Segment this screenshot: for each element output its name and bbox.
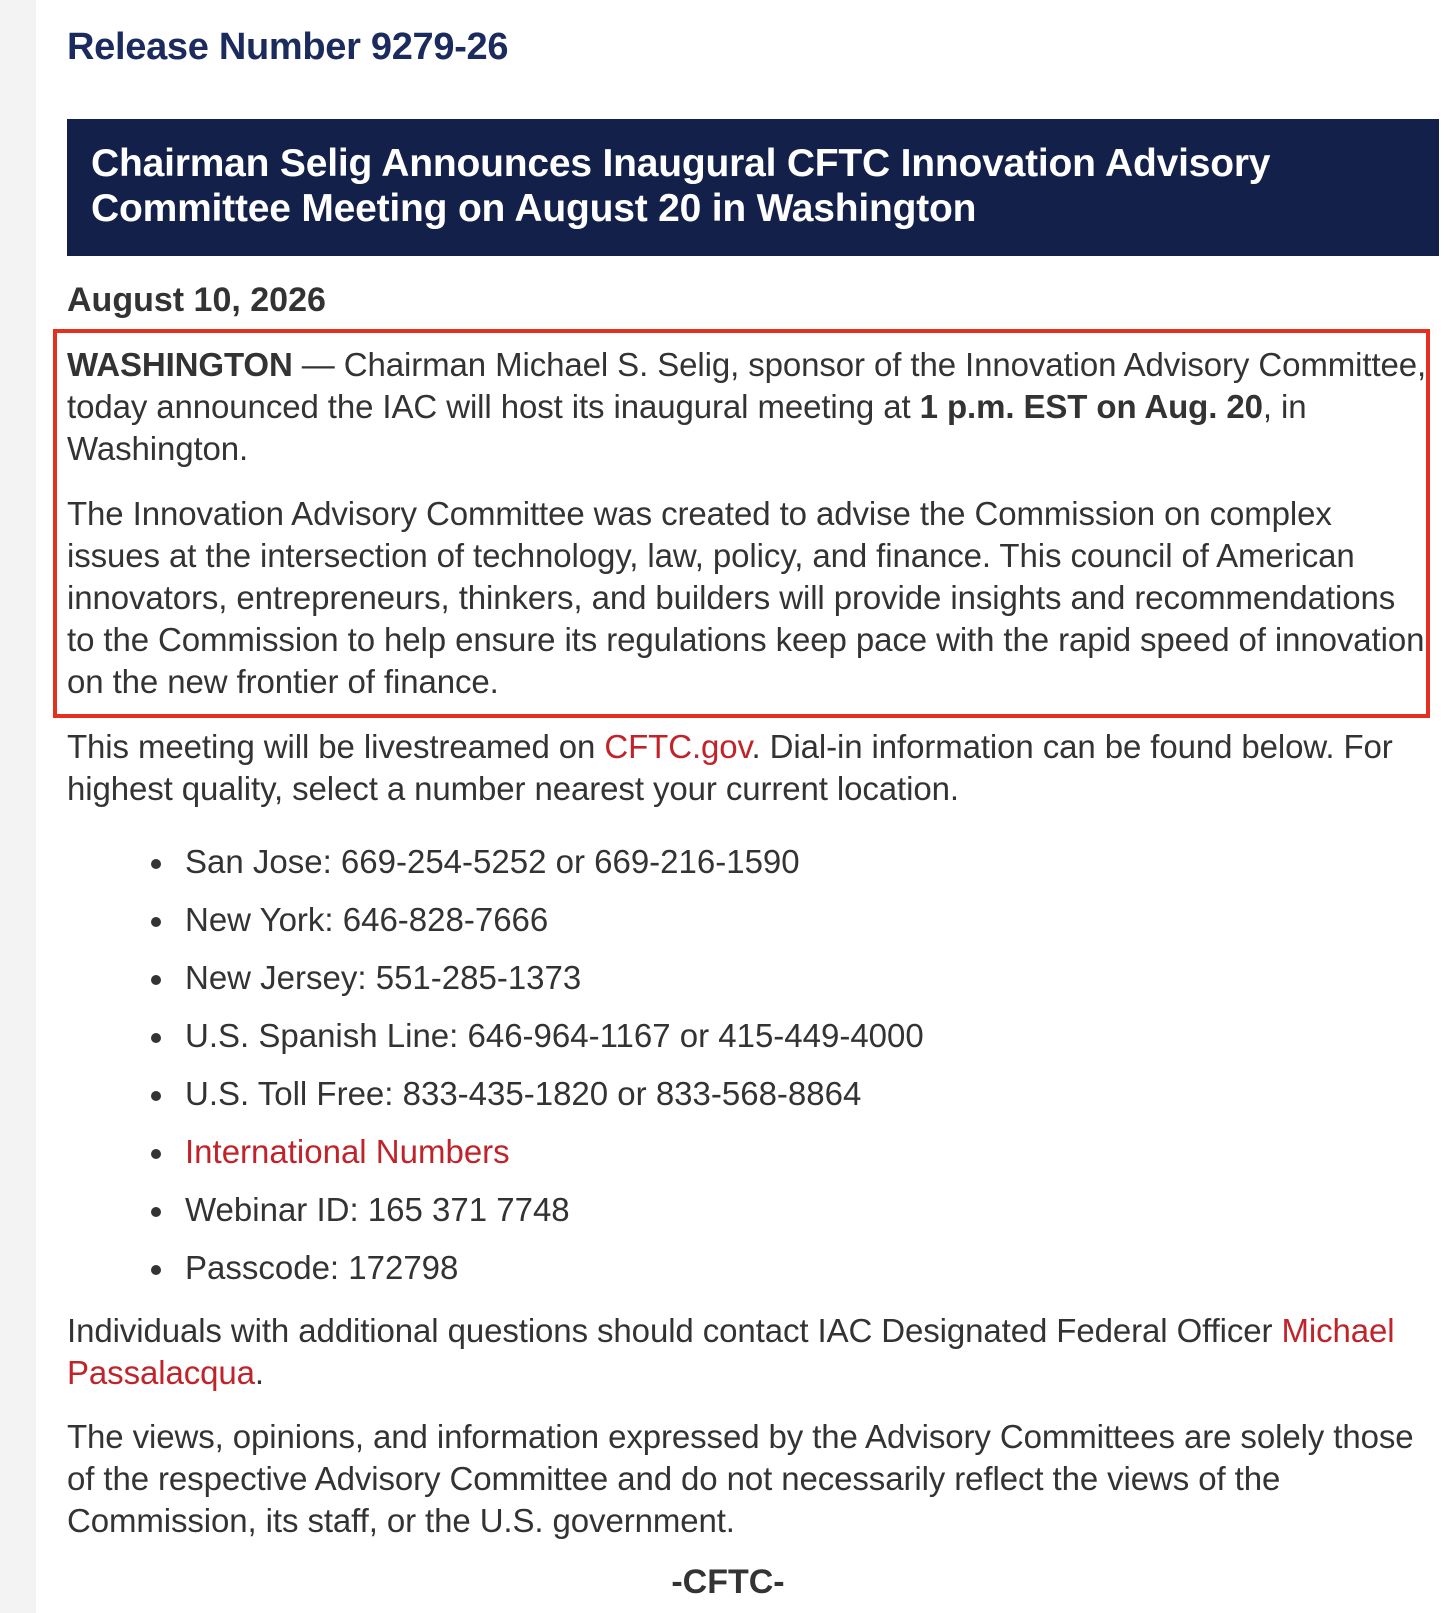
press-release-page [36, 0, 1456, 1613]
contact-text: Individuals with additional questions should contact IAC Designated Federal Officer [67, 1312, 1282, 1349]
dial-in-item [67, 833, 1427, 891]
headline: Chairman Selig Announces Inaugural CFTC Innovation Advisory Committee Meeting on August 20 in Washington [91, 142, 1271, 230]
livestream-text-end: . Dial-in information can be found below. For highest quality, select a number nearest your current location. [67, 728, 1393, 807]
about-paragraph: The Innovation Advisory Committee was created to advise the Commission on complex issues at the intersection of technology, law, policy, and finance. This council of American innovators, entrepreneurs, thinkers, and builders will provide insights and recommendations to the Commission to help ensure its regulations keep pace with the rapid speed of innovation on the new frontier of finance. [67, 495, 1425, 700]
contact-paragraph [67, 1310, 1427, 1394]
dial-in-text: San Jose: 669-254-5252 or 669-216-1590 [185, 843, 800, 880]
contact-officer-link[interactable]: Michael Passalacqua [67, 1312, 1395, 1391]
disclaimer-paragraph: The views, opinions, and information expressed by the Advisory Committees are solely those of the respective Advisory Committee and do not necessarily reflect the views of the Commission, its staff, or the U.S. government. [67, 1418, 1414, 1539]
headline-banner [67, 119, 1439, 256]
bullet-icon [151, 917, 161, 927]
bullet-icon [151, 975, 161, 985]
bullet-icon [151, 859, 161, 869]
bullet-icon [151, 1149, 161, 1159]
intro-paragraph [67, 344, 1427, 470]
dial-in-item [67, 949, 1427, 1007]
dateline-dash: — [292, 346, 344, 383]
dial-in-text: New Jersey: 551-285-1373 [185, 959, 582, 996]
dial-in-text: Webinar ID: 165 371 7748 [185, 1191, 570, 1228]
footer-mark: -CFTC- [671, 1563, 785, 1601]
contact-text-end: . [254, 1354, 264, 1391]
dial-in-text: U.S. Spanish Line: 646-964-1167 or 415-449-4000 [185, 1017, 924, 1054]
dial-in-text: Passcode: 172798 [185, 1249, 459, 1286]
international-numbers-link[interactable]: International Numbers [185, 1133, 510, 1170]
intro-text-end: , in Washington. [67, 388, 1307, 467]
dial-in-item [67, 1239, 1427, 1297]
release-number: Release Number 9279-26 [67, 26, 509, 68]
dial-in-item [67, 1065, 1427, 1123]
bullet-icon [151, 1091, 161, 1101]
bullet-icon [151, 1265, 161, 1275]
livestream-paragraph [67, 726, 1427, 810]
dateline: WASHINGTON [67, 346, 293, 383]
dial-in-list [67, 833, 1427, 1297]
dial-in-item [67, 1123, 1427, 1181]
dial-in-item [67, 1007, 1427, 1065]
meeting-time: 1 p.m. EST on Aug. 20 [919, 388, 1263, 425]
dial-in-text: New York: 646-828-7666 [185, 901, 549, 938]
intro-text: Chairman Michael S. Selig, sponsor of the Innovation Advisory Committee, today announced the IAC will host its inaugural meeting at [67, 346, 1427, 425]
livestream-text: This meeting will be livestreamed on [67, 728, 605, 765]
dial-in-item [67, 891, 1427, 949]
bullet-icon [151, 1033, 161, 1043]
cftc-gov-link[interactable]: CFTC.gov [604, 728, 752, 765]
release-date: August 10, 2026 [67, 281, 326, 319]
dial-in-item [67, 1181, 1427, 1239]
dial-in-text: U.S. Toll Free: 833-435-1820 or 833-568-8864 [185, 1075, 862, 1112]
bullet-icon [151, 1207, 161, 1217]
